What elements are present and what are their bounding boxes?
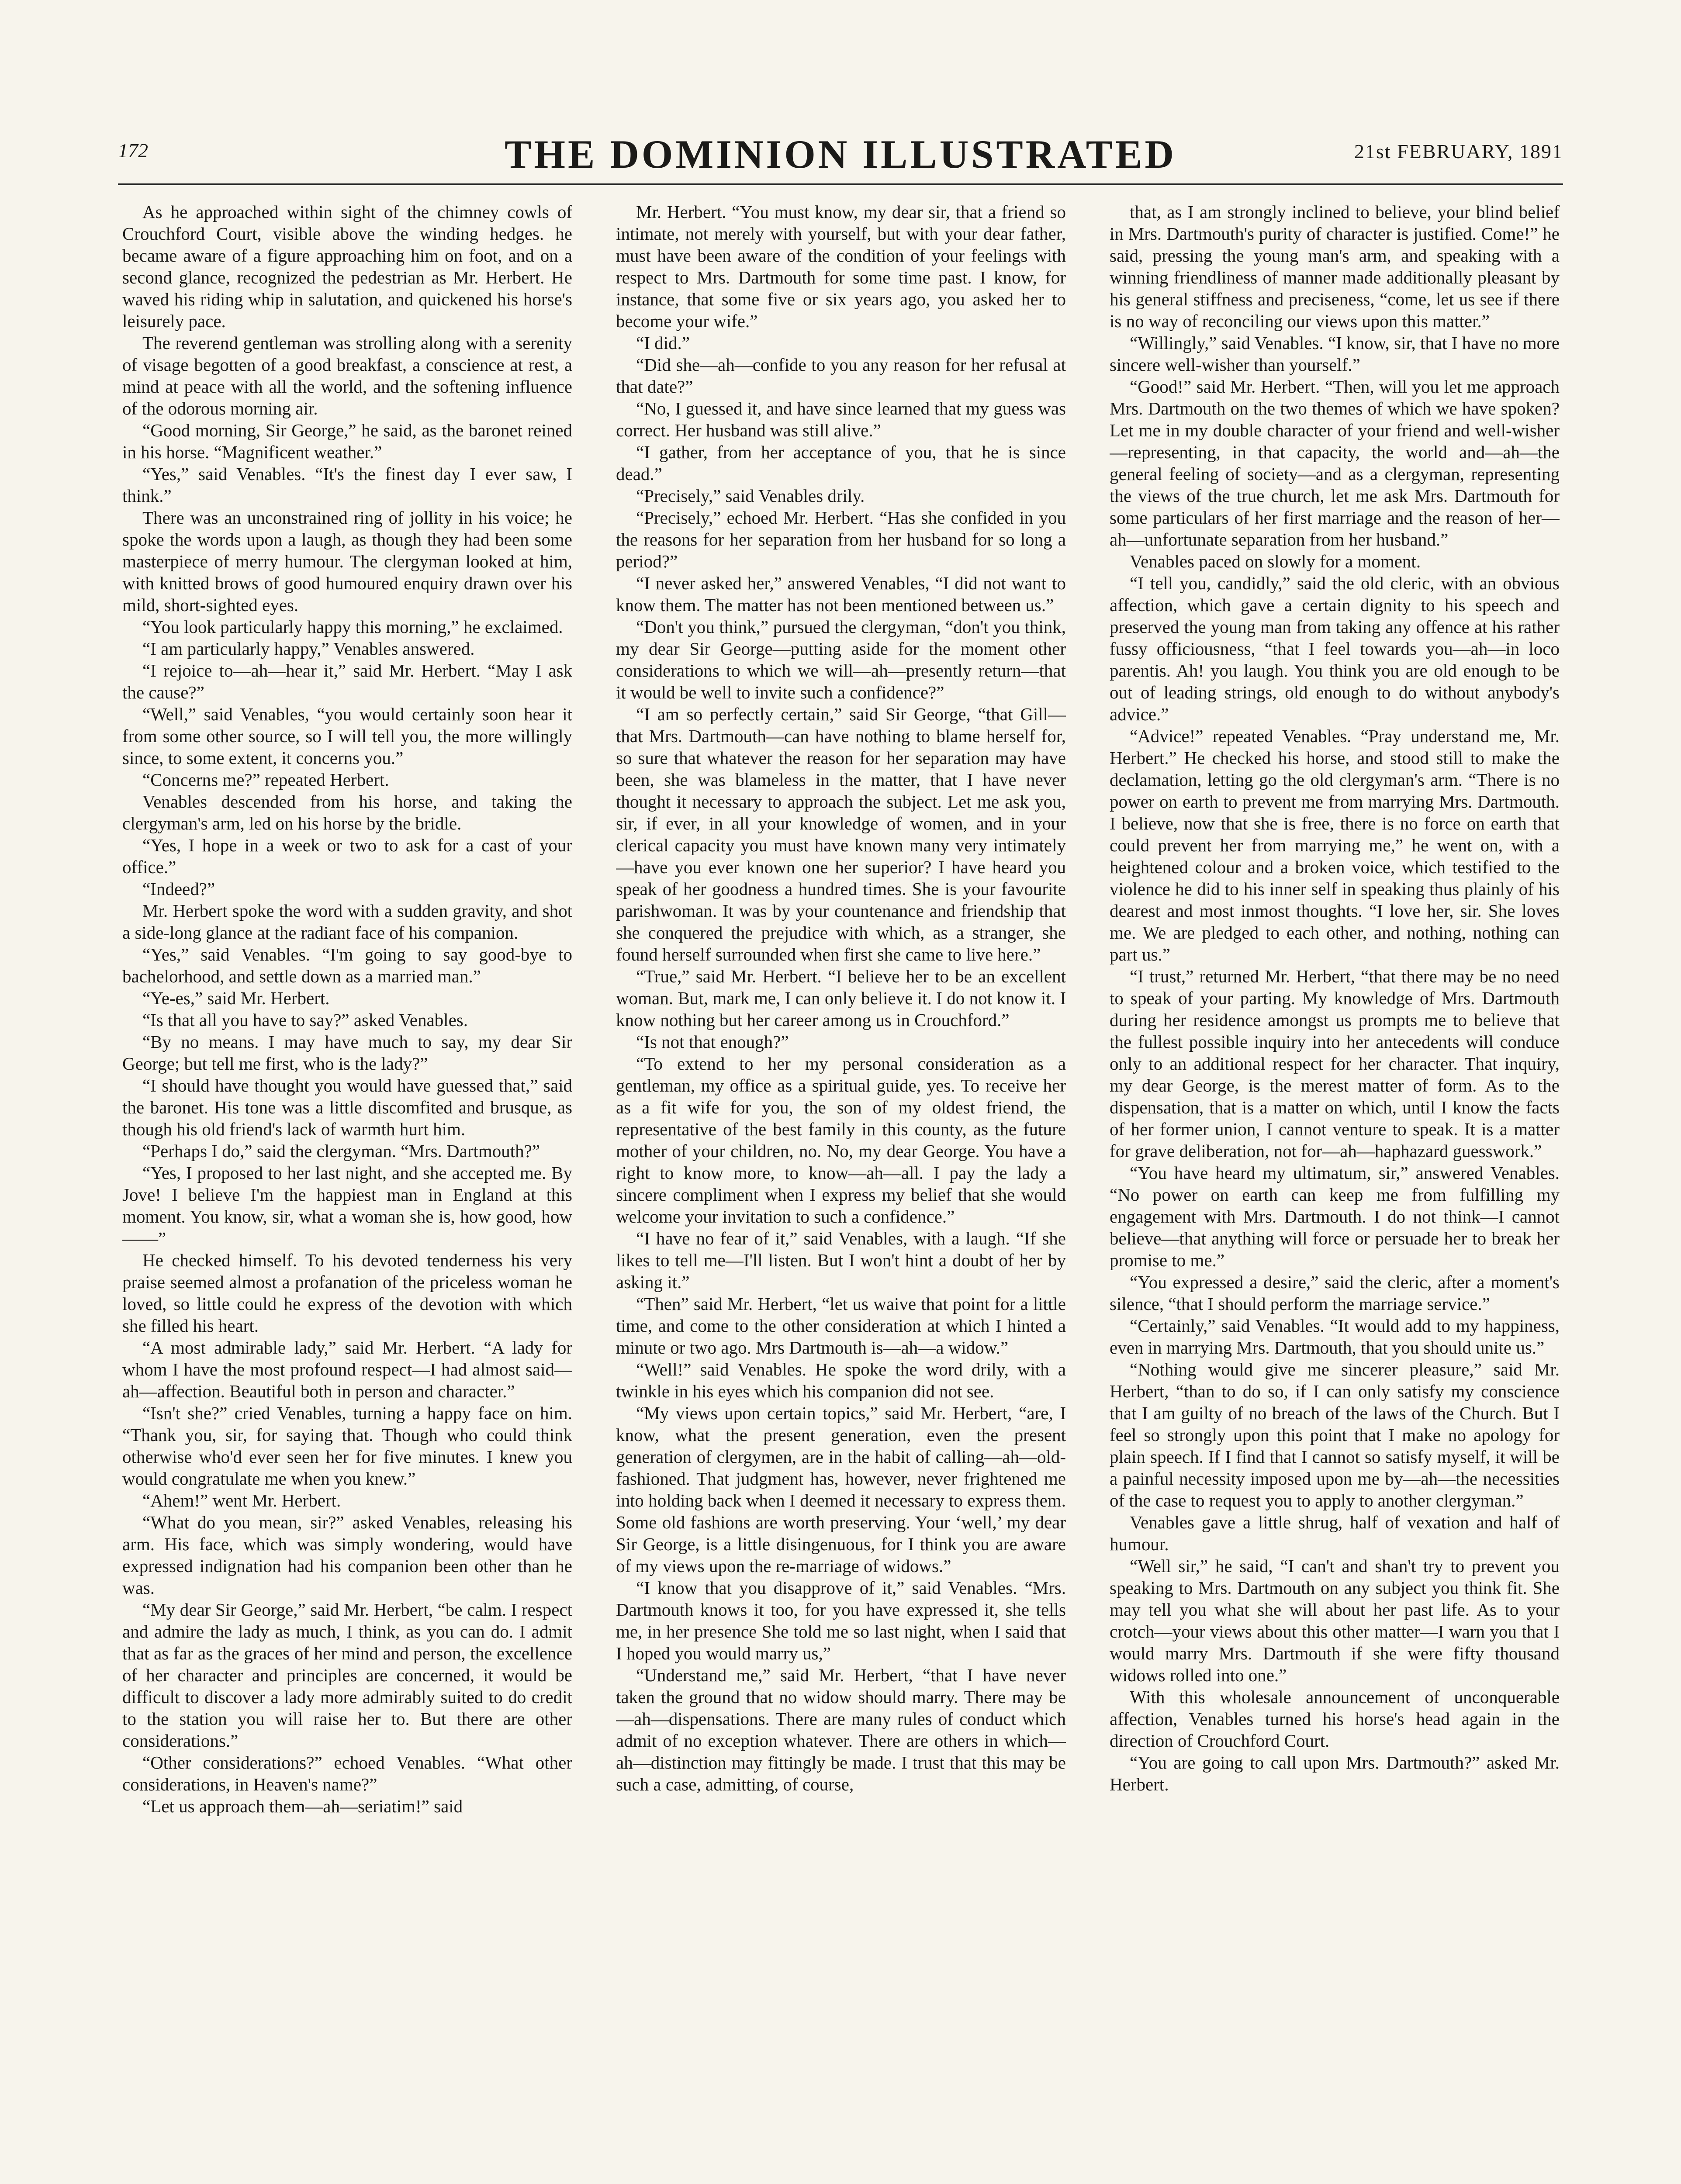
paragraph: “You are going to call upon Mrs. Dartmouth?” asked Mr. Herbert. (1110, 1752, 1560, 1794)
paragraph: “My dear Sir George,” said Mr. Herbert, “be calm. I respect and admire the lady as much, I think, as you can do. I admit that as far as the graces of her mind and person, the excellence of her character and principles are concerned, it would be difficult to discover a lady more admirably suited to do credit to the station you will raise her to. But there are other considerations.” (122, 1600, 572, 1751)
paragraph: “No, I guessed it, and have since learned that my guess was correct. Her husband was still alive.” (616, 398, 1066, 440)
paragraph: “Yes, I hope in a week or two to ask for a cast of your office.” (122, 835, 572, 877)
paragraph: “Indeed?” (142, 879, 215, 899)
article-columns (122, 201, 1560, 2184)
paragraph: “Precisely,” echoed Mr. Herbert. “Has she confided in you the reasons for her separation from her husband for so long a period?” (616, 508, 1066, 571)
paragraph: “Good!” said Mr. Herbert. “Then, will you let me approach Mrs. Dartmouth on the two themes of which we have spoken? Let me in my double character of your friend and well-wisher—representing, in that capacity, the world and—ah—the general feeling of society—and as a clergyman, representing the views of the true church, let me ask Mrs. Dartmouth for some particulars of her first marriage and the reason of her—ah—unfortunate separation from her husband.” (1110, 377, 1560, 549)
paragraph: “Don't you think,” pursued the clergyman, “don't you think, my dear Sir George—putting aside for the moment other considerations to which we will—ah—presently return—that it would be well to invite such a confidence?” (616, 617, 1066, 702)
paragraph: “Well,” said Venables, “you would certainly soon hear it from some other source, so I will tell you, the more willingly since, to some extent, it concerns you.” (122, 704, 572, 768)
paragraph: “Good morning, Sir George,” he said, as the baronet reined in his horse. “Magnificent weather.” (122, 420, 572, 462)
text-column-2 (616, 201, 1066, 2184)
paragraph: that, as I am strongly inclined to believe, your blind belief in Mrs. Dartmouth's purity of character is justified. Come!” he said, pressing the young man's arm, and speaking with a winning friendliness of manner made additionally pleasant by his general stiffness and preciseness, “come, let us see if there is no way of reconciling our views upon this matter.” (1110, 202, 1560, 331)
paragraph: “Well!” said Venables. He spoke the word drily, with a twinkle in his eyes which his companion did not see. (616, 1359, 1066, 1401)
paragraph: The reverend gentleman was strolling along with a serenity of visage begotten of a good breakfast, a conscience at rest, a mind at peace with all the world, and the softening influence of the odorous morning air. (122, 333, 572, 418)
paragraph: “Ahem!” went Mr. Herbert. (142, 1490, 341, 1510)
text-column-3 (1110, 201, 1560, 2184)
page-number: 172 (118, 139, 148, 162)
paragraph: “You have heard my ultimatum, sir,” answered Venables. “No power on earth can keep me from fulfilling my engagement with Mrs. Dartmouth. I do not think—I cannot believe—that anything will force or persuade her to break her promise to me.” (1110, 1163, 1560, 1270)
paragraph: “By no means. I may have much to say, my dear Sir George; but tell me first, who is the lady?” (122, 1032, 572, 1074)
paragraph: “I never asked her,” answered Venables, “I did not want to know them. The matter has not been mentioned between us.” (616, 573, 1066, 615)
paragraph: “Other considerations?” echoed Venables. “What other considerations, in Heaven's name?” (122, 1752, 572, 1794)
paragraph: “Certainly,” said Venables. “It would add to my happiness, even in marrying Mrs. Dartmouth, that you should unite us.” (1110, 1316, 1560, 1358)
text-column-1 (122, 201, 572, 2184)
paragraph: “Ye-es,” said Mr. Herbert. (142, 988, 330, 1008)
paragraph: “Did she—ah—confide to you any reason for her refusal at that date?” (616, 355, 1066, 397)
paragraph: “True,” said Mr. Herbert. “I believe her to be an excellent woman. But, mark me, I can only believe it. I do not know it. I know nothing but her career among us in Crouchford.” (616, 966, 1066, 1030)
page-header (118, 131, 1563, 183)
paragraph: Venables descended from his horse, and taking the clergyman's arm, led on his horse by the bridle. (122, 791, 572, 833)
paragraph: “Advice!” repeated Venables. “Pray understand me, Mr. Herbert.” He checked his horse, and stood still to make the declamation, letting go the old clergyman's arm. “There is no power on earth to prevent me from marrying Mrs. Dartmouth. I believe, now that she is free, there is no force on earth that could prevent her from marrying me,” he went on, with a heightened colour and a broken voice, which testified to the violence he did to his inner self in speaking thus plainly of his dearest and most inmost thoughts. “I love her, sir. She loves me. We are pledged to each other, and nothing, nothing can part us.” (1110, 726, 1560, 964)
paragraph: Venables paced on slowly for a moment. (1130, 551, 1421, 571)
paragraph: “I am particularly happy,” Venables answered. (142, 639, 475, 659)
paragraph: “I gather, from her acceptance of you, that he is since dead.” (616, 442, 1066, 484)
paragraph: “Yes, I proposed to her last night, and she accepted me. By Jove! I believe I'm the happiest man in England at this moment. You know, sir, what a woman she is, how good, how——” (122, 1163, 572, 1248)
paragraph: “Nothing would give me sincerer pleasure,” said Mr. Herbert, “than to do so, if I can only satisfy my conscience that I am guilty of no breach of the laws of the Church. But I feel so strongly upon this point that I make no apology for plain speech. If I find that I cannot so satisfy myself, it will be a painful necessity imposed upon me by—ah—the necessities of the case to request you to apply to another clergyman.” (1110, 1359, 1560, 1510)
masthead-title: THE DOMINION ILLUSTRATED (505, 132, 1176, 176)
paragraph: “I rejoice to—ah—hear it,” said Mr. Herbert. “May I ask the cause?” (122, 660, 572, 702)
paragraph: “You look particularly happy this morning,” he exclaimed. (142, 617, 563, 637)
paragraph: Mr. Herbert. “You must know, my dear sir, that a friend so intimate, not merely with yourself, but with your dear father, must have been aware of the condition of your feelings with respect to Mrs. Dartmouth for some time past. I know, for instance, that some five or six years ago, you asked her to become your wife.” (616, 202, 1066, 331)
paragraph: Mr. Herbert spoke the word with a sudden gravity, and shot a side-long glance at the radiant face of his companion. (122, 901, 572, 943)
paragraph: “I am so perfectly certain,” said Sir George, “that Gill—that Mrs. Dartmouth—can have nothing to blame herself for, so sure that whatever the reason for her separation may have been, she was blameless in the matter, that I have never thought it necessary to approach the subject. Let me ask you, sir, if ever, in all your knowledge of women, and in your clerical capacity you must have known many very intimately—have you ever known one her superior? I have heard you speak of her goodness a hundred times. She is your favourite parishwoman. It was by your countenance and friendship that she conquered the prejudice with which, as a stranger, she found herself surrounded when first she came to live here.” (616, 704, 1066, 964)
paragraph: “You expressed a desire,” said the cleric, after a moment's silence, “that I should perform the marriage service.” (1110, 1272, 1560, 1314)
paragraph: “I tell you, candidly,” said the old cleric, with an obvious affection, which gave a certain dignity to his speech and preserved the young man from taking any offence at his rather fussy officiousness, “that I feel towards you—ah—in loco parentis. Ah! you laugh. You think you are old enough to be out of leading strings, old enough to do without anybody's advice.” (1110, 573, 1560, 724)
paragraph: “Perhaps I do,” said the clergyman. “Mrs. Dartmouth?” (142, 1141, 540, 1161)
paragraph: “Willingly,” said Venables. “I know, sir, that I have no more sincere well-wisher than yourself.” (1110, 333, 1560, 375)
paragraph: “Then” said Mr. Herbert, “let us waive that point for a little time, and come to the other consideration at which I hinted a minute or two ago. Mrs Dartmouth is—ah—a widow.” (616, 1294, 1066, 1358)
paragraph: He checked himself. To his devoted tenderness his very praise seemed almost a profanation of the priceless woman he loved, so little could he express of the devotion with which she filled his heart. (122, 1250, 572, 1336)
paragraph: “To extend to her my personal consideration as a gentleman, my office as a spiritual guide, yes. To receive her as a fit wife for you, the son of my oldest friend, the representative of the best family in this county, as the future mother of your children, no. No, my dear George. You have a right to know more, to know—ah—all. I pay the lady a sincere compliment when I express my belief that she would welcome your invitation to such a confidence.” (616, 1054, 1066, 1227)
paragraph: “Precisely,” said Venables drily. (636, 486, 865, 506)
paragraph: “Yes,” said Venables. “It's the finest day I ever saw, I think.” (122, 464, 572, 506)
paragraph: “Well sir,” he said, “I can't and shan't try to prevent you speaking to Mrs. Dartmouth on any subject you think fit. She may tell you what she will about her past life. As to your crotch—your views about this other matter—I warn you that I would marry Mrs. Dartmouth if she were fifty thousand widows rolled into one.” (1110, 1556, 1560, 1685)
paragraph: “I should have thought you would have guessed that,” said the baronet. His tone was a little discomfited and brusque, as though his old friend's lack of warmth hurt him. (122, 1075, 572, 1139)
paragraph: “Is not that enough?” (636, 1032, 789, 1052)
paragraph: “What do you mean, sir?” asked Venables, releasing his arm. His face, which was simply wondering, would have expressed indignation had his companion been other than he was. (122, 1512, 572, 1598)
paragraph: “My views upon certain topics,” said Mr. Herbert, “are, I know, what the present generation, even the present generation of clergymen, are in the habit of calling—ah—old-fashioned. That judgment has, however, never frightened me into holding back when I deemed it necessary to express them. Some old fashions are worth preserving. Your ‘well,’ my dear Sir George, is a little disingenuous, for I think you are aware of my views upon the re-marriage of widows.” (616, 1403, 1066, 1576)
header-rule (118, 183, 1563, 185)
paragraph: As he approached within sight of the chimney cowls of Crouchford Court, visible above the winding hedges. he became aware of a figure approaching him on foot, and on a second glance, recognized the pedestrian as Mr. Herbert. He waved his riding whip in salutation, and quickened his horse's leisurely pace. (122, 202, 572, 331)
paragraph: There was an unconstrained ring of jollity in his voice; he spoke the words upon a laugh, as though they had been some masterpiece of merry humour. The clergyman looked at him, with knitted brows of good humoured enquiry drawn over his mild, short-sighted eyes. (122, 508, 572, 615)
paragraph: “I know that you disapprove of it,” said Venables. “Mrs. Dartmouth knows it too, for you have expressed it, she tells me, in her presence She told me so last night, when I said that I hoped you would marry us,” (616, 1578, 1066, 1663)
paragraph: “Concerns me?” repeated Herbert. (142, 770, 389, 790)
paragraph: “I have no fear of it,” said Venables, with a laugh. “If she likes to tell me—I'll listen. But I won't hint a doubt of her by asking it.” (616, 1228, 1066, 1292)
paragraph: “A most admirable lady,” said Mr. Herbert. “A lady for whom I have the most profound respect—I had almost said—ah—affection. Beautiful both in person and character.” (122, 1337, 572, 1401)
paragraph: “Let us approach them—ah—seriatim!” said (142, 1796, 463, 1816)
paragraph: “I did.” (636, 333, 690, 353)
paragraph: “Understand me,” said Mr. Herbert, “that I have never taken the ground that no widow should marry. There may be—ah—dispensations. There are many rules of conduct which admit of no exception whatever. There are others in which—ah—distinction may fittingly be made. I trust that this may be such a case, admitting, of course, (616, 1665, 1066, 1794)
issue-date: 21st FEBRUARY, 1891 (1354, 140, 1563, 162)
paragraph: “Is that all you have to say?” asked Venables. (142, 1010, 468, 1030)
paragraph: “I trust,” returned Mr. Herbert, “that there may be no need to speak of your parting. My knowledge of Mrs. Dartmouth during her residence amongst us prompts me to believe that the fullest possible inquiry into her antecedents will conduce only to an additional respect for her character. That inquiry, my dear George, is the merest matter of form. As to the dispensation, that is a matter on which, until I know the facts of her former union, I cannot venture to speak. It is a matter for grave deliberation, not for—ah—haphazard guesswork.” (1110, 966, 1560, 1161)
paragraph: Venables gave a little shrug, half of vexation and half of humour. (1110, 1512, 1560, 1554)
paragraph: “Yes,” said Venables. “I'm going to say good-bye to bachelorhood, and settle down as a married man.” (122, 944, 572, 986)
paragraph: “Isn't she?” cried Venables, turning a happy face on him. “Thank you, sir, for saying that. Though who could think otherwise who'd ever seen her for five minutes. I knew you would congratulate me when you knew.” (122, 1403, 572, 1489)
paragraph: With this wholesale announcement of unconquerable affection, Venables turned his horse's head again in the direction of Crouchford Court. (1110, 1687, 1560, 1751)
